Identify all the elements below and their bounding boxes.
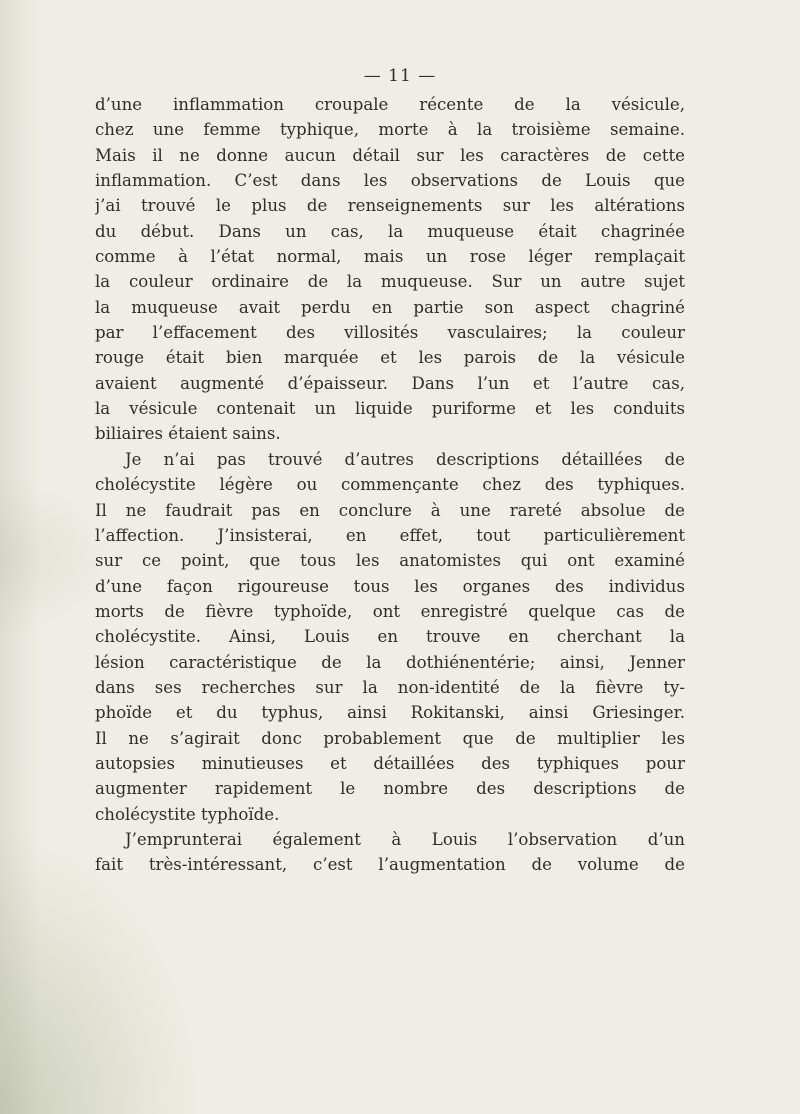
text-line: J’emprunterai également à Louis l’observation d’un <box>125 829 685 849</box>
text-line: cholécystite. Ainsi, Louis en trouve en cherchant la <box>95 627 685 647</box>
text-line: morts de fièvre typhoïde, ont enregistré quelque cas de <box>95 601 685 621</box>
text-line: l’affection. J’insisterai, en effet, tout particulièrement <box>95 525 685 545</box>
text-line: cholécystite typhoïde. <box>95 804 280 824</box>
text-line: cholécystite légère ou commençante chez des typhiques. <box>95 475 685 495</box>
text-line: Mais il ne donne aucun détail sur les caractères de cette <box>95 145 685 165</box>
text-line: dans ses recherches sur la non-identité de la fièvre ty- <box>95 677 685 697</box>
text-line: Il ne faudrait pas en conclure à une rareté absolue de <box>95 500 685 520</box>
page-number: — 11 — <box>363 66 437 86</box>
text-line: Il ne s’agirait donc probablement que de multiplier les <box>95 728 685 748</box>
text-line: rouge était bien marquée et les parois de la vésicule <box>95 348 685 368</box>
text-line: avaient augmenté d’épaisseur. Dans l’un et l’autre cas, <box>95 373 685 393</box>
text-line: j’ai trouvé le plus de renseignements sur les altérations <box>95 196 685 216</box>
text-line: autopsies minutieuses et détaillées des typhiques pour <box>95 753 685 773</box>
text-line: biliaires étaient sains. <box>95 424 281 444</box>
text-line: du début. Dans un cas, la muqueuse était chagrinée <box>95 221 685 241</box>
text-line: par l’effacement des villosités vasculaires; la couleur <box>95 323 685 343</box>
text-line: lésion caractéristique de la dothiénentérie; ainsi, Jenner <box>95 652 685 672</box>
text-line: la couleur ordinaire de la muqueuse. Sur un autre sujet <box>95 272 685 292</box>
text-line: fait très-intéressant, c’est l’augmentation de volume de <box>95 855 685 875</box>
text-line: sur ce point, que tous les anatomistes qui ont examiné <box>95 551 685 571</box>
text-line: d’une inflammation croupale récente de la vésicule, <box>95 95 685 114</box>
text-line: phoïde et du typhus, ainsi Rokitanski, ainsi Griesinger. <box>95 703 685 723</box>
text-line: augmenter rapidement le nombre des descriptions de <box>95 779 685 799</box>
text-line: la vésicule contenait un liquide puriforme et les conduits <box>95 399 685 419</box>
text-line: inflammation. C’est dans les observations de Louis que <box>95 171 685 191</box>
text-line: d’une façon rigoureuse tous les organes des individus <box>95 576 685 596</box>
text-line: comme à l’état normal, mais un rose léger remplaçait <box>95 247 685 267</box>
text-line: la muqueuse avait perdu en partie son aspect chagriné <box>95 297 685 317</box>
text-line: Je n’ai pas trouvé d’autres descriptions détaillées de <box>125 449 685 469</box>
body-text <box>95 92 685 878</box>
text-line: chez une femme typhique, morte à la troisième semaine. <box>95 120 685 140</box>
